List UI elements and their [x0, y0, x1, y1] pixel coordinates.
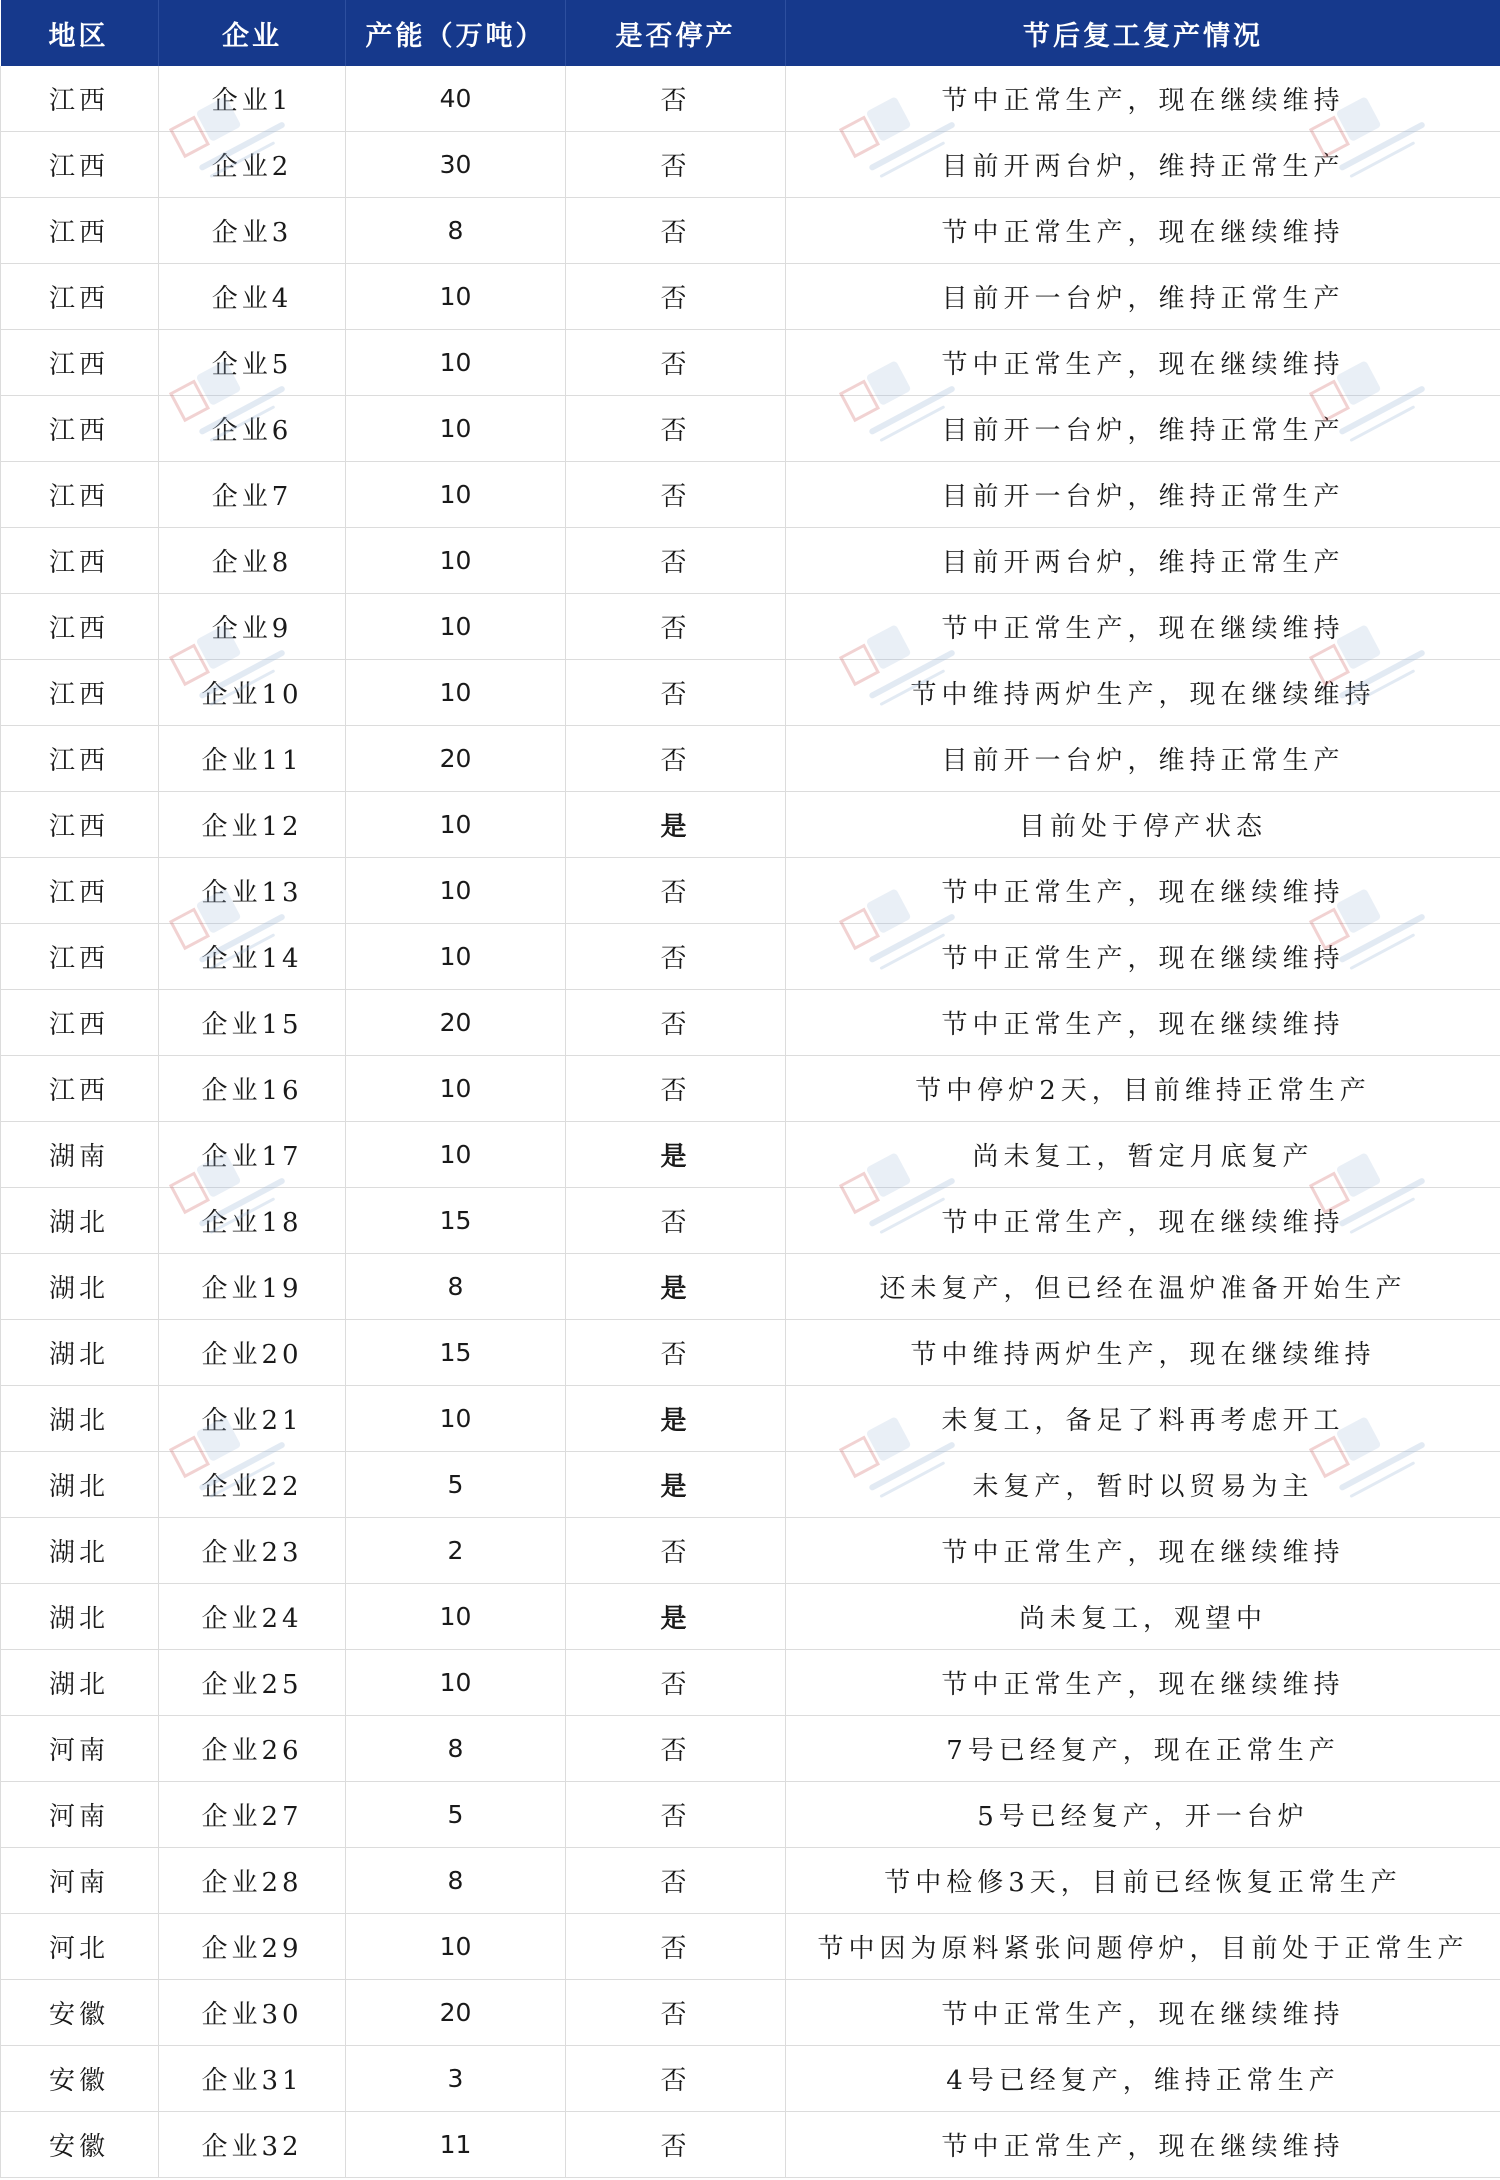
stopped-cell: 否 [566, 1650, 786, 1716]
enterprise-cell: 企业30 [159, 1980, 346, 2046]
status-cell: 节中因为原料紧张问题停炉，目前处于正常生产 [786, 1914, 1500, 1980]
table-row [1, 2046, 1500, 2112]
capacity-cell: 5 [346, 1782, 566, 1848]
stopped-cell: 是 [566, 1452, 786, 1518]
table-row [1, 1452, 1500, 1518]
region-cell: 安徽 [1, 2112, 159, 2178]
table-header-row [1, 0, 1500, 66]
region-cell: 湖北 [1, 1386, 159, 1452]
enterprise-cell: 企业8 [159, 528, 346, 594]
region-cell: 江西 [1, 132, 159, 198]
enterprise-cell: 企业17 [159, 1122, 346, 1188]
stopped-cell: 否 [566, 1716, 786, 1782]
capacity-cell: 40 [346, 66, 566, 132]
header-status: 节后复工复产情况 [786, 0, 1500, 66]
enterprise-cell: 企业15 [159, 990, 346, 1056]
status-cell: 目前处于停产状态 [786, 792, 1500, 858]
table-row [1, 132, 1500, 198]
stopped-cell: 否 [566, 1848, 786, 1914]
region-cell: 江西 [1, 858, 159, 924]
stopped-cell: 否 [566, 264, 786, 330]
table-row [1, 198, 1500, 264]
capacity-cell: 2 [346, 1518, 566, 1584]
enterprise-cell: 企业5 [159, 330, 346, 396]
region-cell: 江西 [1, 528, 159, 594]
region-cell: 江西 [1, 330, 159, 396]
stopped-cell: 否 [566, 1980, 786, 2046]
table-row [1, 1386, 1500, 1452]
enterprise-cell: 企业26 [159, 1716, 346, 1782]
region-cell: 湖北 [1, 1254, 159, 1320]
region-cell: 江西 [1, 264, 159, 330]
region-cell: 湖南 [1, 1122, 159, 1188]
enterprise-cell: 企业25 [159, 1650, 346, 1716]
status-cell: 尚未复工，暂定月底复产 [786, 1122, 1500, 1188]
capacity-cell: 20 [346, 990, 566, 1056]
status-cell: 5号已经复产，开一台炉 [786, 1782, 1500, 1848]
region-cell: 江西 [1, 594, 159, 660]
region-cell: 河南 [1, 1782, 159, 1848]
enterprise-cell: 企业29 [159, 1914, 346, 1980]
enterprise-cell: 企业7 [159, 462, 346, 528]
stopped-cell: 否 [566, 1320, 786, 1386]
status-cell: 目前开两台炉，维持正常生产 [786, 528, 1500, 594]
table-row [1, 660, 1500, 726]
header-enterprise: 企业 [159, 0, 346, 66]
stopped-cell: 否 [566, 1782, 786, 1848]
enterprise-cell: 企业10 [159, 660, 346, 726]
table-row [1, 1782, 1500, 1848]
enterprise-cell: 企业16 [159, 1056, 346, 1122]
table-row [1, 726, 1500, 792]
table-row [1, 1254, 1500, 1320]
region-cell: 河南 [1, 1716, 159, 1782]
table-row [1, 1056, 1500, 1122]
status-cell: 节中正常生产，现在继续维持 [786, 330, 1500, 396]
enterprise-cell: 企业6 [159, 396, 346, 462]
region-cell: 安徽 [1, 2046, 159, 2112]
stopped-cell: 否 [566, 1518, 786, 1584]
header-stopped: 是否停产 [566, 0, 786, 66]
status-cell: 未复产，暂时以贸易为主 [786, 1452, 1500, 1518]
table-row [1, 924, 1500, 990]
stopped-cell: 否 [566, 330, 786, 396]
capacity-cell: 10 [346, 462, 566, 528]
capacity-cell: 10 [346, 1650, 566, 1716]
region-cell: 湖北 [1, 1320, 159, 1386]
table-row [1, 1518, 1500, 1584]
status-cell: 未复工，备足了料再考虑开工 [786, 1386, 1500, 1452]
table-row [1, 1716, 1500, 1782]
capacity-cell: 10 [346, 1914, 566, 1980]
stopped-cell: 否 [566, 726, 786, 792]
status-cell: 节中正常生产，现在继续维持 [786, 594, 1500, 660]
region-cell: 河北 [1, 1914, 159, 1980]
region-cell: 湖北 [1, 1650, 159, 1716]
stopped-cell: 否 [566, 66, 786, 132]
stopped-cell: 否 [566, 858, 786, 924]
region-cell: 湖北 [1, 1518, 159, 1584]
capacity-cell: 10 [346, 924, 566, 990]
region-cell: 江西 [1, 1056, 159, 1122]
stopped-cell: 否 [566, 1188, 786, 1254]
region-cell: 河南 [1, 1848, 159, 1914]
stopped-cell: 否 [566, 132, 786, 198]
enterprise-cell: 企业23 [159, 1518, 346, 1584]
capacity-cell: 10 [346, 1386, 566, 1452]
table-row [1, 594, 1500, 660]
stopped-cell: 否 [566, 990, 786, 1056]
status-cell: 节中正常生产，现在继续维持 [786, 2112, 1500, 2178]
capacity-cell: 10 [346, 1122, 566, 1188]
capacity-cell: 10 [346, 792, 566, 858]
status-cell: 节中正常生产，现在继续维持 [786, 1650, 1500, 1716]
capacity-cell: 30 [346, 132, 566, 198]
status-cell: 节中正常生产，现在继续维持 [786, 1518, 1500, 1584]
table-row [1, 1188, 1500, 1254]
region-cell: 江西 [1, 396, 159, 462]
capacity-cell: 10 [346, 858, 566, 924]
region-cell: 江西 [1, 990, 159, 1056]
status-cell: 目前开一台炉，维持正常生产 [786, 396, 1500, 462]
enterprise-cell: 企业24 [159, 1584, 346, 1650]
region-cell: 江西 [1, 792, 159, 858]
capacity-cell: 15 [346, 1188, 566, 1254]
stopped-cell: 是 [566, 1122, 786, 1188]
table-row [1, 1980, 1500, 2046]
table-row [1, 858, 1500, 924]
capacity-cell: 5 [346, 1452, 566, 1518]
stopped-cell: 否 [566, 660, 786, 726]
stopped-cell: 否 [566, 2112, 786, 2178]
table-row [1, 330, 1500, 396]
table-row [1, 2112, 1500, 2178]
capacity-cell: 11 [346, 2112, 566, 2178]
enterprise-cell: 企业3 [159, 198, 346, 264]
region-cell: 江西 [1, 660, 159, 726]
enterprise-cell: 企业28 [159, 1848, 346, 1914]
capacity-cell: 3 [346, 2046, 566, 2112]
region-cell: 江西 [1, 198, 159, 264]
region-cell: 江西 [1, 66, 159, 132]
header-region: 地区 [1, 0, 159, 66]
capacity-cell: 10 [346, 1056, 566, 1122]
enterprise-cell: 企业12 [159, 792, 346, 858]
status-cell: 还未复产，但已经在温炉准备开始生产 [786, 1254, 1500, 1320]
table-row [1, 1122, 1500, 1188]
capacity-cell: 20 [346, 726, 566, 792]
capacity-cell: 8 [346, 1848, 566, 1914]
stopped-cell: 否 [566, 528, 786, 594]
status-cell: 目前开一台炉，维持正常生产 [786, 726, 1500, 792]
region-cell: 江西 [1, 726, 159, 792]
status-cell: 目前开两台炉，维持正常生产 [786, 132, 1500, 198]
stopped-cell: 否 [566, 198, 786, 264]
status-cell: 节中正常生产，现在继续维持 [786, 198, 1500, 264]
capacity-cell: 10 [346, 660, 566, 726]
capacity-cell: 20 [346, 1980, 566, 2046]
table-row [1, 1650, 1500, 1716]
table-row [1, 990, 1500, 1056]
stopped-cell: 是 [566, 1584, 786, 1650]
table-row [1, 462, 1500, 528]
region-cell: 江西 [1, 462, 159, 528]
enterprise-cell: 企业31 [159, 2046, 346, 2112]
region-cell: 江西 [1, 924, 159, 990]
capacity-cell: 10 [346, 330, 566, 396]
status-cell: 节中正常生产，现在继续维持 [786, 924, 1500, 990]
capacity-cell: 8 [346, 1716, 566, 1782]
stopped-cell: 否 [566, 462, 786, 528]
table-row [1, 528, 1500, 594]
enterprise-cell: 企业19 [159, 1254, 346, 1320]
status-cell: 节中维持两炉生产，现在继续维持 [786, 660, 1500, 726]
stopped-cell: 否 [566, 924, 786, 990]
table-row [1, 792, 1500, 858]
capacity-cell: 8 [346, 1254, 566, 1320]
table-row [1, 396, 1500, 462]
capacity-cell: 10 [346, 594, 566, 660]
enterprise-cell: 企业27 [159, 1782, 346, 1848]
capacity-cell: 10 [346, 1584, 566, 1650]
enterprise-cell: 企业11 [159, 726, 346, 792]
capacity-cell: 15 [346, 1320, 566, 1386]
stopped-cell: 是 [566, 1386, 786, 1452]
stopped-cell: 是 [566, 1254, 786, 1320]
capacity-cell: 10 [346, 396, 566, 462]
enterprise-cell: 企业22 [159, 1452, 346, 1518]
capacity-cell: 10 [346, 264, 566, 330]
status-cell: 4号已经复产，维持正常生产 [786, 2046, 1500, 2112]
stopped-cell: 否 [566, 1056, 786, 1122]
enterprise-cell: 企业13 [159, 858, 346, 924]
status-cell: 节中维持两炉生产，现在继续维持 [786, 1320, 1500, 1386]
status-cell: 节中正常生产，现在继续维持 [786, 858, 1500, 924]
region-cell: 湖北 [1, 1452, 159, 1518]
status-cell: 节中正常生产，现在继续维持 [786, 1980, 1500, 2046]
enterprise-cell: 企业1 [159, 66, 346, 132]
stopped-cell: 否 [566, 396, 786, 462]
status-cell: 节中正常生产，现在继续维持 [786, 1188, 1500, 1254]
stopped-cell: 否 [566, 2046, 786, 2112]
region-cell: 湖北 [1, 1188, 159, 1254]
status-cell: 节中停炉2天，目前维持正常生产 [786, 1056, 1500, 1122]
status-cell: 尚未复工，观望中 [786, 1584, 1500, 1650]
status-cell: 目前开一台炉，维持正常生产 [786, 264, 1500, 330]
stopped-cell: 是 [566, 792, 786, 858]
enterprise-cell: 企业20 [159, 1320, 346, 1386]
region-cell: 安徽 [1, 1980, 159, 2046]
stopped-cell: 否 [566, 594, 786, 660]
table-row [1, 1914, 1500, 1980]
status-cell: 节中检修3天，目前已经恢复正常生产 [786, 1848, 1500, 1914]
header-capacity: 产能（万吨） [346, 0, 566, 66]
region-cell: 湖北 [1, 1584, 159, 1650]
status-cell: 目前开一台炉，维持正常生产 [786, 462, 1500, 528]
enterprise-cell: 企业18 [159, 1188, 346, 1254]
table-row [1, 1848, 1500, 1914]
stopped-cell: 否 [566, 1914, 786, 1980]
table-body [1, 66, 1500, 2178]
table-row [1, 1320, 1500, 1386]
table-row [1, 264, 1500, 330]
capacity-cell: 8 [346, 198, 566, 264]
enterprise-cell: 企业9 [159, 594, 346, 660]
enterprise-cell: 企业4 [159, 264, 346, 330]
enterprise-cell: 企业32 [159, 2112, 346, 2178]
capacity-cell: 10 [346, 528, 566, 594]
table-row [1, 1584, 1500, 1650]
enterprise-cell: 企业21 [159, 1386, 346, 1452]
status-cell: 节中正常生产，现在继续维持 [786, 66, 1500, 132]
enterprise-cell: 企业2 [159, 132, 346, 198]
status-cell: 7号已经复产，现在正常生产 [786, 1716, 1500, 1782]
table-row [1, 66, 1500, 132]
status-cell: 节中正常生产，现在继续维持 [786, 990, 1500, 1056]
enterprise-cell: 企业14 [159, 924, 346, 990]
